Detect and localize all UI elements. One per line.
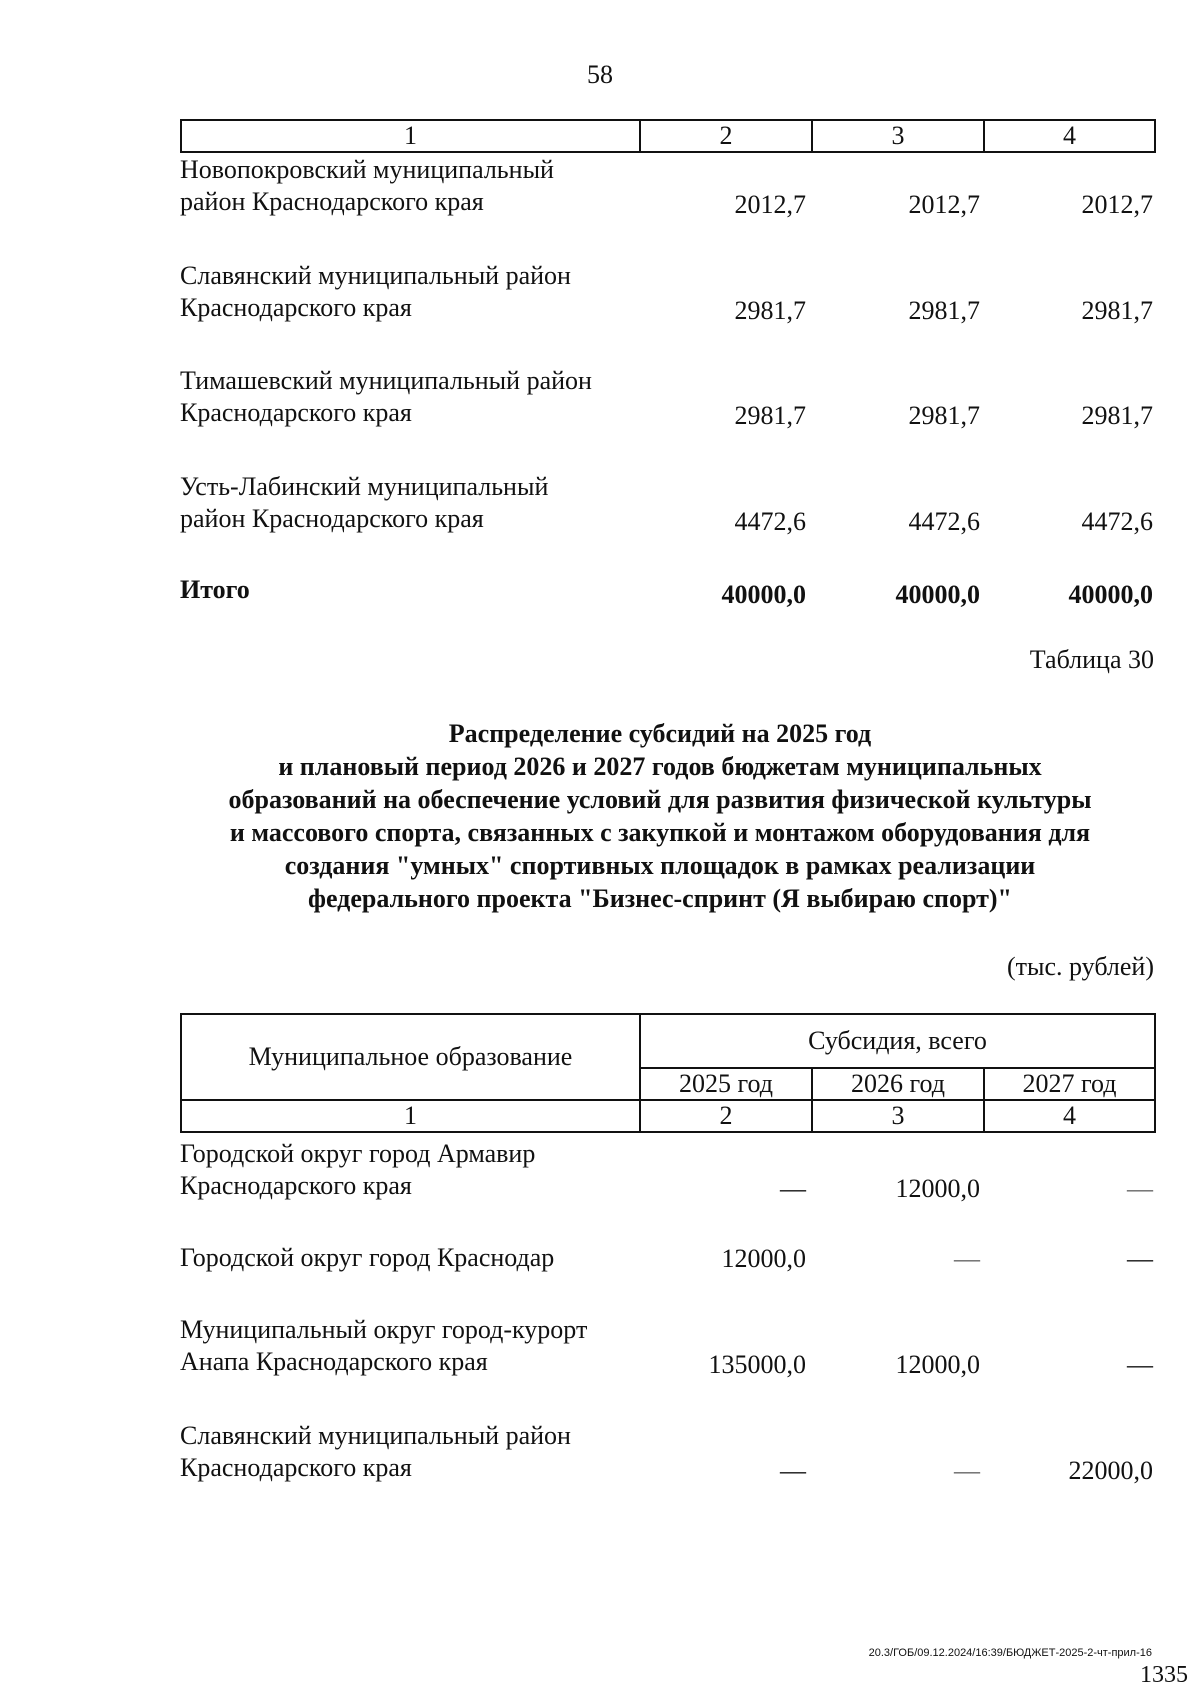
row-name-line: район Краснодарского края xyxy=(180,187,484,216)
table2-col-number: 4 xyxy=(984,1100,1155,1132)
dash-mark: — xyxy=(780,1174,806,1203)
table-title xyxy=(160,717,1160,915)
value-2027: 22000,0 xyxy=(1068,1456,1153,1485)
row-name-line: Анапа Краснодарского края xyxy=(180,1347,488,1376)
value-2026: 2981,7 xyxy=(908,401,980,430)
title-line: образований на обеспечение условий для развития физической культуры xyxy=(228,785,1092,814)
value-2027 xyxy=(985,1174,1153,1204)
document-code: 20.3/ГОБ/09.12.2024/16:39/БЮДЖЕТ-2025-2-чт-прил-16 xyxy=(868,1647,1152,1659)
header-year: 2025 год xyxy=(640,1068,812,1100)
row-name-line: Краснодарского края xyxy=(180,1453,412,1482)
row-name-line: Славянский муниципальный район xyxy=(180,261,571,290)
value-2025 xyxy=(640,1456,806,1486)
total-2025: 40000,0 xyxy=(721,580,806,609)
row-name-line: Краснодарского края xyxy=(180,293,412,322)
table2-header xyxy=(180,1013,1156,1133)
value-2027 xyxy=(985,1244,1153,1274)
table1-header xyxy=(180,119,1156,153)
value-2026: 12000,0 xyxy=(895,1174,980,1203)
dash-mark: — xyxy=(954,1244,980,1273)
table-label: Таблица 30 xyxy=(1029,645,1154,674)
row-name-line: Муниципальный округ город-курорт xyxy=(180,1315,588,1344)
header-year: 2027 год xyxy=(984,1068,1155,1100)
title-line: федерального проекта "Бизнес-спринт (Я выбираю спорт)" xyxy=(308,884,1012,913)
table2-number-row xyxy=(181,1100,1155,1132)
value-2025: 12000,0 xyxy=(721,1244,806,1273)
value-2025: 2012,7 xyxy=(734,190,806,219)
value-2026: 2981,7 xyxy=(908,296,980,325)
table2-col-number: 2 xyxy=(640,1100,812,1132)
title-line: и плановый период 2026 и 2027 годов бюджетам муниципальных xyxy=(278,752,1042,781)
value-2027: 2012,7 xyxy=(1081,190,1153,219)
value-2027 xyxy=(985,1350,1153,1380)
value-2025 xyxy=(640,1174,806,1204)
table1-col-number: 4 xyxy=(984,120,1155,152)
row-name-line: район Краснодарского края xyxy=(180,504,484,533)
value-2027: 4472,6 xyxy=(1081,507,1153,536)
value-2026 xyxy=(812,1244,980,1274)
row-name-line: Краснодарского края xyxy=(180,398,412,427)
table1-header-row xyxy=(181,120,1155,152)
header-subsidy-total: Субсидия, всего xyxy=(640,1014,1155,1068)
table1-col-number: 3 xyxy=(812,120,984,152)
value-2025: 2981,7 xyxy=(734,401,806,430)
total-label: Итого xyxy=(180,575,250,604)
row-name-line: Городской округ город Армавир xyxy=(180,1139,536,1168)
value-2026: 2012,7 xyxy=(908,190,980,219)
title-line: создания "умных" спортивных площадок в рамках реализации xyxy=(284,851,1036,880)
value-2025: 4472,6 xyxy=(734,507,806,536)
dash-mark: — xyxy=(1127,1174,1153,1203)
table2-header-row xyxy=(181,1014,1155,1068)
row-name-line: Городской округ город Краснодар xyxy=(180,1243,555,1272)
total-2027: 40000,0 xyxy=(1068,580,1153,609)
value-2025: 2981,7 xyxy=(734,296,806,325)
table1-col-number: 2 xyxy=(640,120,812,152)
footer-page-number: 1335 xyxy=(1140,1662,1188,1688)
row-name-line: Усть-Лабинский муниципальный xyxy=(180,472,549,501)
table1-col-number: 1 xyxy=(181,120,640,152)
value-2025: 135000,0 xyxy=(708,1350,806,1379)
header-year: 2026 год xyxy=(812,1068,984,1100)
header-municipality: Муниципальное образование xyxy=(181,1014,640,1100)
row-name-line: Новопокровский муниципальный xyxy=(180,155,554,184)
total-2026: 40000,0 xyxy=(895,580,980,609)
dash-mark: — xyxy=(1127,1244,1153,1273)
value-2026: 12000,0 xyxy=(895,1350,980,1379)
row-name-line: Славянский муниципальный район xyxy=(180,1421,571,1450)
value-2027: 2981,7 xyxy=(1081,401,1153,430)
units-label: (тыс. рублей) xyxy=(1006,952,1154,981)
page-number: 58 xyxy=(587,60,613,89)
value-2027: 2981,7 xyxy=(1081,296,1153,325)
title-line: и массового спорта, связанных с закупкой и монтажом оборудования для xyxy=(229,818,1091,847)
value-2026 xyxy=(812,1456,980,1486)
table2-col-number: 1 xyxy=(181,1100,640,1132)
value-2026: 4472,6 xyxy=(908,507,980,536)
table2-col-number: 3 xyxy=(812,1100,984,1132)
dash-mark: — xyxy=(954,1456,980,1485)
title-line: Распределение субсидий на 2025 год xyxy=(448,719,872,748)
dash-mark: — xyxy=(1127,1350,1153,1379)
dash-mark: — xyxy=(780,1456,806,1485)
row-name-line: Тимашевский муниципальный район xyxy=(180,366,592,395)
row-name-line: Краснодарского края xyxy=(180,1171,412,1200)
